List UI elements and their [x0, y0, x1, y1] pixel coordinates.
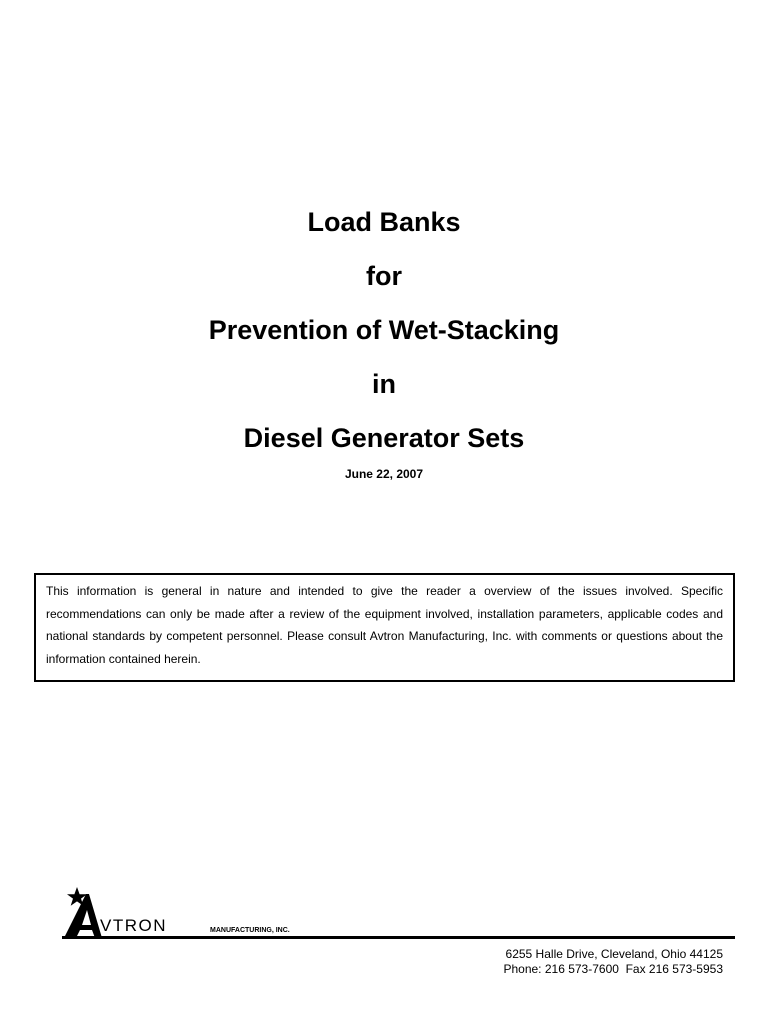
- logo-letter-a: [64, 894, 102, 938]
- phone-line: Phone: 216 573-7600 Fax 216 573-5953: [503, 962, 723, 976]
- title-line-2: for: [366, 261, 402, 291]
- logo-tagline: MANUFACTURING, INC.: [210, 927, 290, 934]
- address-line: 6255 Halle Drive, Cleveland, Ohio 44125: [505, 947, 723, 961]
- title-line-5: Diesel Generator Sets: [243, 423, 525, 453]
- disclaimer-text: This information is general in nature and intended to give the reader a overview of the issues involved. Specific recommendations can only be made after a review of the equipment involved, installation parameters, applicable codes and national standards by competent personnel. Please consult Avtron Manufacturing, Inc. with comments or questions about the information contained herein.: [46, 584, 723, 666]
- title-line-4: in: [372, 369, 396, 399]
- title-line-3: Prevention of Wet-Stacking: [208, 315, 560, 345]
- footer-rule: [62, 936, 735, 939]
- title-line-1: Load Banks: [307, 207, 461, 237]
- logo-brand: VTRON: [100, 916, 167, 935]
- disclaimer-box: [34, 573, 735, 682]
- document-title: [0, 195, 768, 465]
- avtron-logo: [62, 882, 322, 942]
- company-address: [503, 947, 723, 977]
- document-date: June 22, 2007: [344, 467, 424, 481]
